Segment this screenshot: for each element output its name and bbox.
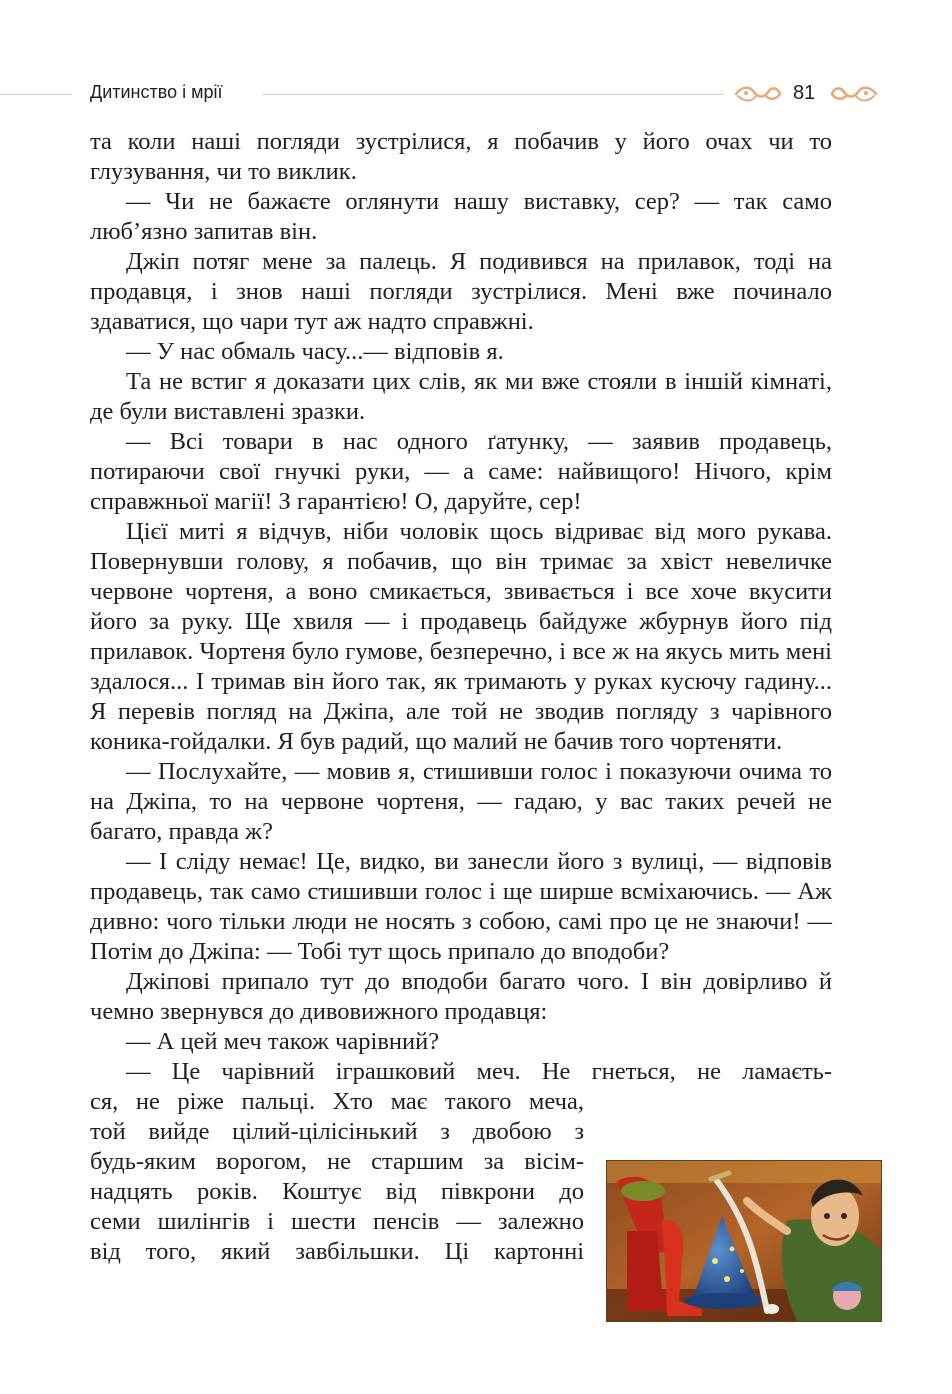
paragraph: — А цей меч також чарівний? [126,1028,440,1055]
paragraph: та коли наші погляди зустрілися, я побачив у його очах чи то глузування, чи то виклик. [90,128,832,185]
paragraph-final-first-line: — Це чарівний іграшковий меч. Не гнеться, не ламаєть- [126,1058,832,1085]
shop-illustration-icon [607,1161,881,1321]
body-text [90,127,832,1267]
paragraph: — Всі товари в нас одного ґатунку, — заявив продавець, потираючи свої гнучкі руки, — а саме: найвищого! Нічого, крім справжньої магії! З гарантією! О, даруйте, сер! [90,428,832,515]
paragraph: Та не встиг я доказати цих слів, як ми вже стояли в іншій кімнаті, де були виставлені зразки. [90,368,832,425]
paragraph: Джіпові припало тут до вподоби багато чого. І він довірливо й чемно звернувся до дивовижного продавця: [90,968,832,1025]
paragraph: Цієї миті я відчув, ніби чоловік щось відриває від мого рукава. Повернувши голову, я побачив, що він тримає за хвіст невеличке червоне чортеня, а воно смикається, звивається і все хоче вкусити його за руку. Ще хвиля — і продавець байдуже жбурнув його під прилавок. Чортеня було гумове, безперечно, і все ж на якусь мить мені здалося... І тримав він його так, як тримають у руках кусючу гадину... Я перевів погляд на Джіпа, але той не зводив погляду з чарівного коника-гойдалки. Я був радий, що малий не бачив того чортеняти. [90,518,832,755]
paragraph: — І сліду немає! Це, видко, ви занесли його з вулиці, — відповів продавець, так само стишивши голос і ще ширше всміхаючись. — Аж дивно: чого тільки люди не носять з собою, самі про це не знаючи! — Потім до Джіпа: — Тобі тут щось припало до вподоби? [90,848,832,965]
wrapped-line: ся, не ріже пальці. Хто має такого меча, [90,1088,584,1115]
section-title: Дитинство і мрії [90,82,223,102]
paragraph: — Чи не бажаєте оглянути нашу виставку, сер? — так само люб’язно запитав він. [90,188,832,245]
wrapped-line: той вийде цілий-цілісінький з двобою з [90,1118,584,1145]
wrapped-line: семи шилінгів і шести пенсів — залежно [90,1208,584,1235]
illustration [606,1160,882,1322]
wrapped-line: будь-яким ворогом, не старшим за вісім- [90,1148,584,1175]
paragraph: — У нас обмаль часу...— відповів я. [126,338,504,365]
header-rule-right [262,94,724,95]
page-number: 81 [793,82,816,104]
header-rule-left [0,94,72,95]
page-header [0,80,952,110]
wrapped-line: від того, який завбільшки. Ці картонні [90,1238,584,1265]
paragraph: Джіп потяг мене за палець. Я подивився на прилавок, тоді на продавця, і знов наші погляди зустрілися. Мені вже починало здаватися, що чари тут аж надто справжні. [90,248,832,335]
wrapped-line: надцять років. Коштує від півкрони до [90,1178,584,1205]
ornament-left-icon [734,84,782,104]
ornament-right-icon [830,84,878,104]
paragraph: — Послухайте, — мовив я, стишивши голос і показуючи очима то на Джіпа, то на червоне чортеня, — гадаю, у вас таких речей не багато, правда ж? [90,758,832,845]
